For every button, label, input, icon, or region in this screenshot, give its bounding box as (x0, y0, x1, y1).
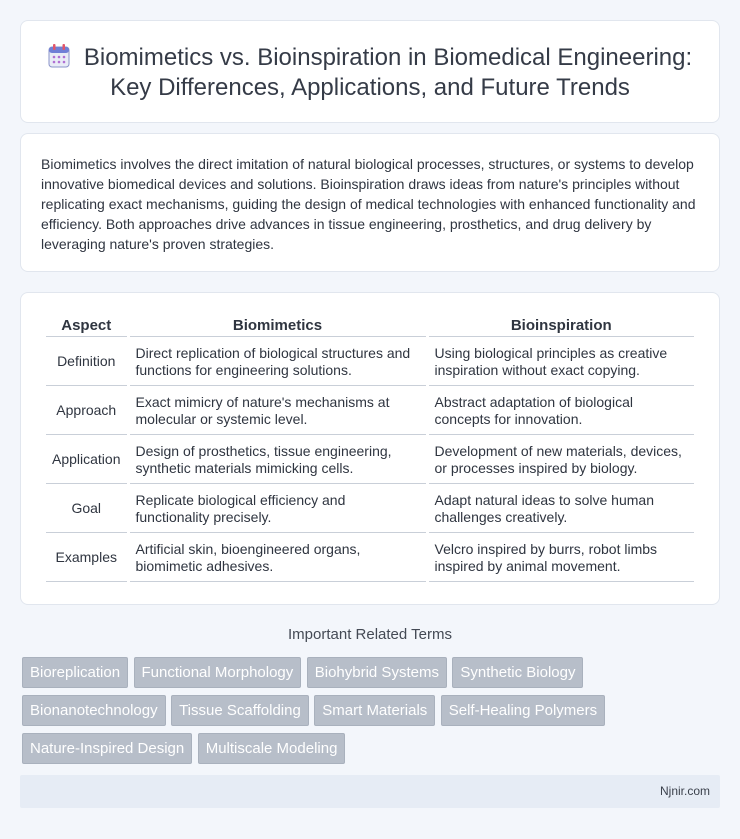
term-tag[interactable]: Smart Materials (314, 695, 435, 726)
term-tag[interactable]: Multiscale Modeling (198, 733, 346, 764)
comparison-table (43, 313, 697, 582)
term-tag[interactable]: Bioreplication (22, 657, 128, 688)
biomimetics-cell: Exact mimicry of nature's mechanisms at molecular or systemic level. (130, 386, 426, 435)
header-biomimetics: Biomimetics (130, 313, 426, 337)
biomimetics-cell: Direct replication of biological structures and functions for engineering solutions. (130, 337, 426, 386)
table-row (46, 435, 694, 484)
title-card (20, 20, 720, 123)
header-bioinspiration: Bioinspiration (429, 313, 695, 337)
related-terms-list (22, 657, 722, 771)
term-tag[interactable]: Self-Healing Polymers (441, 695, 605, 726)
bioinspiration-cell: Adapt natural ideas to solve human challenges creatively. (429, 484, 695, 533)
term-tag[interactable]: Tissue Scaffolding (171, 695, 309, 726)
title-text: Biomimetics vs. Bioinspiration in Biomedical Engineering: Key Differences, Applications, and Future Trends (83, 44, 693, 101)
table-header-row (46, 313, 694, 337)
aspect-cell: Approach (46, 386, 127, 435)
term-tag[interactable]: Bionanotechnology (22, 695, 166, 726)
aspect-cell: Goal (46, 484, 127, 533)
comparison-card (20, 292, 720, 605)
bioinspiration-cell: Abstract adaptation of biological concepts for innovation. (429, 386, 695, 435)
bioinspiration-cell: Velcro inspired by burrs, robot limbs inspired by animal movement. (429, 533, 695, 582)
aspect-cell: Definition (46, 337, 127, 386)
bioinspiration-cell: Development of new materials, devices, or processes inspired by biology. (429, 435, 695, 484)
table-row (46, 484, 694, 533)
term-tag[interactable]: Functional Morphology (134, 657, 302, 688)
term-tag[interactable]: Synthetic Biology (452, 657, 583, 688)
intro-card (20, 133, 720, 272)
intro-text: Biomimetics involves the direct imitation of natural biological processes, structures, or systems to develop innovative biomedical devices and solutions. Bioinspiration draws ideas from nature's principles without replicating exact mechanisms, guiding the design of medical technologies with enhanced functionality and efficiency. Both approaches drive advances in tissue engineering, prosthetics, and drug delivery by leveraging nature's proven strategies. (41, 156, 696, 252)
term-tag[interactable]: Biohybrid Systems (307, 657, 447, 688)
biomimetics-cell: Artificial skin, bioengineered organs, biomimetic adhesives. (130, 533, 426, 582)
biomimetics-cell: Replicate biological efficiency and functionality precisely. (130, 484, 426, 533)
page-title (41, 43, 699, 103)
calendar-icon (48, 44, 70, 68)
table-row (46, 533, 694, 582)
biomimetics-cell: Design of prosthetics, tissue engineering, synthetic materials mimicking cells. (130, 435, 426, 484)
aspect-cell: Application (46, 435, 127, 484)
header-aspect: Aspect (46, 313, 127, 337)
term-tag[interactable]: Nature-Inspired Design (22, 733, 192, 764)
footer-site[interactable]: Njnir.com (659, 784, 710, 798)
bioinspiration-cell: Using biological principles as creative inspiration without exact copying. (429, 337, 695, 386)
table-row (46, 386, 694, 435)
aspect-cell: Examples (46, 533, 127, 582)
table-row (46, 337, 694, 386)
related-terms-title: Important Related Terms (288, 626, 452, 643)
footer (20, 775, 720, 808)
